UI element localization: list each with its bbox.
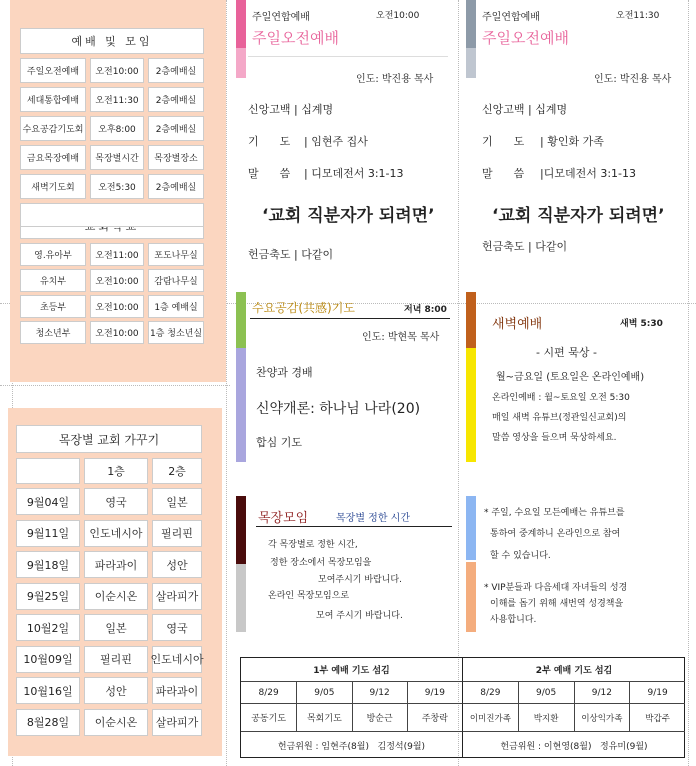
decoration-cell: 이순시온 bbox=[84, 583, 148, 610]
prayer-name1: 목회기도 bbox=[296, 704, 351, 732]
cell-meeting-line5: 모여 주시기 바랍니다. bbox=[316, 611, 403, 621]
decoration-cell: 10월2일 bbox=[16, 614, 80, 641]
service2-bar-light bbox=[466, 48, 476, 78]
school-cell: 오전10:00 bbox=[90, 269, 144, 292]
notice1-line2: 통하여 중계하니 온라인으로 참여 bbox=[490, 529, 621, 539]
school-cell: 영.유아부 bbox=[20, 243, 86, 266]
decoration-cell: 일본 bbox=[152, 488, 202, 515]
prayer-offering1: 헌금위원 : 임현주(8월) 김정석(9월) bbox=[277, 741, 426, 752]
notice1-line3: 할 수 있습니다. bbox=[490, 551, 551, 561]
service2-word: |디모데전서 3:1-13 bbox=[540, 167, 637, 180]
service2-leader: 인도: 박진용 목사 bbox=[594, 74, 672, 85]
prayer-date: 9/12 bbox=[352, 682, 407, 704]
service1-confession: 신앙고백 | 십계명 bbox=[248, 103, 334, 116]
worship-cell: 오후8:00 bbox=[90, 116, 144, 141]
service2-sermon: ‘교회 직분자가 되려면’ bbox=[492, 206, 665, 226]
decoration-cell: 이순시온 bbox=[84, 709, 148, 736]
decoration-cell: 성안 bbox=[84, 677, 148, 704]
service2-time: 오전11:30 bbox=[616, 11, 660, 21]
prayer-name2: 박갑주 bbox=[629, 704, 685, 732]
worship-cell: 오전11:30 bbox=[90, 87, 144, 112]
decoration-cell: 인도네시아 bbox=[84, 520, 148, 547]
service1-title: 주일오전예배 bbox=[252, 29, 339, 47]
dawn-bar-brown bbox=[466, 292, 476, 348]
worship-cell: 오전10:00 bbox=[90, 58, 144, 83]
dawn-title: 새벽예배 bbox=[492, 317, 543, 332]
decoration-cell: 일본 bbox=[84, 614, 148, 641]
service2-confession: 신앙고백 | 십계명 bbox=[482, 103, 568, 116]
service1-bar bbox=[236, 0, 246, 48]
service1-sermon: ‘교회 직분자가 되려면’ bbox=[262, 206, 435, 226]
service1-header: 주일연합예배 bbox=[252, 12, 310, 23]
worship-schedule-title: 예배 및 모임 bbox=[20, 28, 204, 54]
school-cell: 오전10:00 bbox=[90, 295, 144, 318]
service2-prayer-label: 기 도 bbox=[482, 135, 525, 148]
cell-bar-dark bbox=[236, 496, 246, 564]
worship-cell: 2층예배실 bbox=[148, 116, 204, 141]
school-cell: 오전11:00 bbox=[90, 243, 144, 266]
cell-meeting-title: 목장모임 bbox=[258, 511, 309, 526]
dawn-line2: 온라인예배 : 월~토요일 오전 5:30 bbox=[492, 393, 630, 403]
notice-bar-orange bbox=[466, 562, 476, 632]
service2-bar bbox=[466, 0, 476, 48]
service2-title: 주일오전예배 bbox=[482, 29, 569, 47]
prayer-name2: 이상익가족 bbox=[574, 704, 630, 732]
dawn-time: 새벽 5:30 bbox=[620, 319, 663, 329]
notice-bar-blue bbox=[466, 496, 476, 560]
prayer-date: 9/05 bbox=[518, 682, 574, 704]
dawn-line4: 말씀 영상을 들으며 묵상하세요. bbox=[492, 433, 617, 443]
decoration-title: 목장별 교회 가꾸기 bbox=[16, 425, 202, 453]
school-cell: 유치부 bbox=[20, 269, 86, 292]
decoration-cell: 인도네시아 bbox=[152, 646, 202, 673]
service1-prayer-label: 기 도 bbox=[248, 135, 291, 148]
service1-word-label: 말 씀 bbox=[248, 167, 291, 180]
worship-cell: 수요공감기도회 bbox=[20, 116, 86, 141]
prayer-title1: 1부 예배 기도 섬김 bbox=[241, 658, 462, 682]
prayer-name2: 박지환 bbox=[518, 704, 574, 732]
wednesday-creed: 신약개론: 하나님 나라(20) bbox=[256, 401, 421, 417]
prayer-date: 9/12 bbox=[574, 682, 630, 704]
service2-offering: 헌금축도 | 다같이 bbox=[482, 240, 568, 253]
dawn-line3: 매일 새벽 유튜브(정관일신교회)의 bbox=[492, 413, 627, 423]
worship-cell: 금요목장예배 bbox=[20, 145, 86, 170]
worship-cell: 주일오전예배 bbox=[20, 58, 86, 83]
decoration-cell: 9월11일 bbox=[16, 520, 80, 547]
prayer-title2: 2부 예배 기도 섬김 bbox=[462, 658, 685, 682]
notice2-line3: 사용합니다. bbox=[490, 615, 537, 625]
decoration-cell: 영국 bbox=[84, 488, 148, 515]
decoration-cell: 파라과이 bbox=[152, 677, 202, 704]
prayer-name1: 방순근 bbox=[352, 704, 407, 732]
cell-bar-gray bbox=[236, 564, 246, 632]
decoration-header-blank bbox=[16, 458, 80, 484]
notice2-line2: 이해를 돕기 위해 새번역 성경책을 bbox=[490, 599, 624, 609]
worship-cell: 2층예배실 bbox=[148, 174, 204, 199]
decoration-header-1f: 1층 bbox=[84, 458, 148, 484]
school-cell: 감람나무실 bbox=[148, 269, 204, 292]
worship-cell: 2층예배실 bbox=[148, 87, 204, 112]
dawn-subtitle: - 시편 묵상 - bbox=[536, 346, 597, 359]
decoration-cell: 살라피가 bbox=[152, 583, 202, 610]
service1-prayer: | 임현주 집사 bbox=[304, 135, 368, 148]
decoration-cell: 필리핀 bbox=[152, 520, 202, 547]
cell-meeting-line2: 정한 장소에서 목장모임을 bbox=[270, 558, 372, 568]
worship-cell: 목장별장소 bbox=[148, 145, 204, 170]
wednesday-pray: 합심 기도 bbox=[256, 436, 303, 449]
decoration-cell: 파라과이 bbox=[84, 551, 148, 578]
worship-cell: 2층예배실 bbox=[148, 58, 204, 83]
service1-word: | 디모데전서 3:1-13 bbox=[304, 167, 404, 180]
decoration-header-2f: 2층 bbox=[152, 458, 202, 484]
worship-cell: 새벽기도회 bbox=[20, 174, 86, 199]
worship-cell: 오전5:30 bbox=[90, 174, 144, 199]
prayer-date: 9/19 bbox=[629, 682, 685, 704]
service1-bar-light bbox=[236, 48, 246, 78]
school-cell: 초등부 bbox=[20, 295, 86, 318]
cell-meeting-subtitle: 목장별 정한 시간 bbox=[336, 513, 410, 524]
worship-blank-row bbox=[20, 203, 204, 227]
wednesday-praise: 찬양과 경배 bbox=[256, 366, 313, 379]
decoration-cell: 9월25일 bbox=[16, 583, 80, 610]
school-cell: 오전10:00 bbox=[90, 321, 144, 344]
decoration-cell: 살라피가 bbox=[152, 709, 202, 736]
wednesday-bar-purple bbox=[236, 348, 246, 462]
prayer-date: 9/19 bbox=[407, 682, 462, 704]
school-cell: 포도나무실 bbox=[148, 243, 204, 266]
school-cell: 1층 예배실 bbox=[148, 295, 204, 318]
prayer-name1: 공동기도 bbox=[241, 704, 296, 732]
service2-word-label: 말 씀 bbox=[482, 167, 525, 180]
cell-meeting-line3: 모여주시기 바랍니다. bbox=[318, 575, 402, 585]
cell-meeting-line4: 온라인 목장모임으로 bbox=[268, 591, 350, 601]
notice2-line1: * VIP분들과 다음세대 자녀들의 성경 bbox=[484, 583, 628, 593]
service2-prayer: | 황인화 가족 bbox=[540, 135, 604, 148]
wednesday-leader: 인도: 박현목 목사 bbox=[362, 332, 440, 343]
decoration-cell: 성안 bbox=[152, 551, 202, 578]
school-cell: 1층 청소년실 bbox=[148, 321, 204, 344]
service2-header: 주일연합예배 bbox=[482, 12, 540, 23]
decoration-cell: 10월16일 bbox=[16, 677, 80, 704]
wednesday-time: 저녁 8:00 bbox=[404, 305, 447, 315]
decoration-cell: 8월28일 bbox=[16, 709, 80, 736]
decoration-cell: 9월18일 bbox=[16, 551, 80, 578]
prayer-name1: 주창락 bbox=[407, 704, 462, 732]
prayer-date: 8/29 bbox=[241, 682, 296, 704]
decoration-cell: 필리핀 bbox=[84, 646, 148, 673]
prayer-date: 9/05 bbox=[296, 682, 351, 704]
notice1-line1: * 주일, 수요일 모든예배는 유튜브를 bbox=[484, 508, 625, 518]
prayer-date: 8/29 bbox=[462, 682, 518, 704]
service1-time: 오전10:00 bbox=[376, 11, 420, 21]
decoration-cell: 영국 bbox=[152, 614, 202, 641]
service1-leader: 인도: 박진용 목사 bbox=[356, 74, 434, 85]
prayer-name2: 이미진가족 bbox=[462, 704, 518, 732]
school-cell: 청소년부 bbox=[20, 321, 86, 344]
wednesday-bar-green bbox=[236, 292, 246, 348]
cell-meeting-line1: 각 목장별로 정한 시간, bbox=[268, 540, 358, 550]
worship-cell: 세대통합예배 bbox=[20, 87, 86, 112]
dawn-bar-yellow bbox=[466, 348, 476, 462]
prayer-offering2: 헌금위원 : 이현영(8월) 정유미(9월) bbox=[462, 732, 685, 758]
service1-offering: 헌금축도 | 다같이 bbox=[248, 248, 334, 261]
wednesday-title: 수요공감(共感)기도 bbox=[252, 301, 355, 315]
worship-cell: 목장별시간 bbox=[90, 145, 144, 170]
decoration-cell: 10월09일 bbox=[16, 646, 80, 673]
dawn-line1: 월~금요일 (토요일은 온라인예배) bbox=[496, 372, 645, 383]
decoration-cell: 9월04일 bbox=[16, 488, 80, 515]
